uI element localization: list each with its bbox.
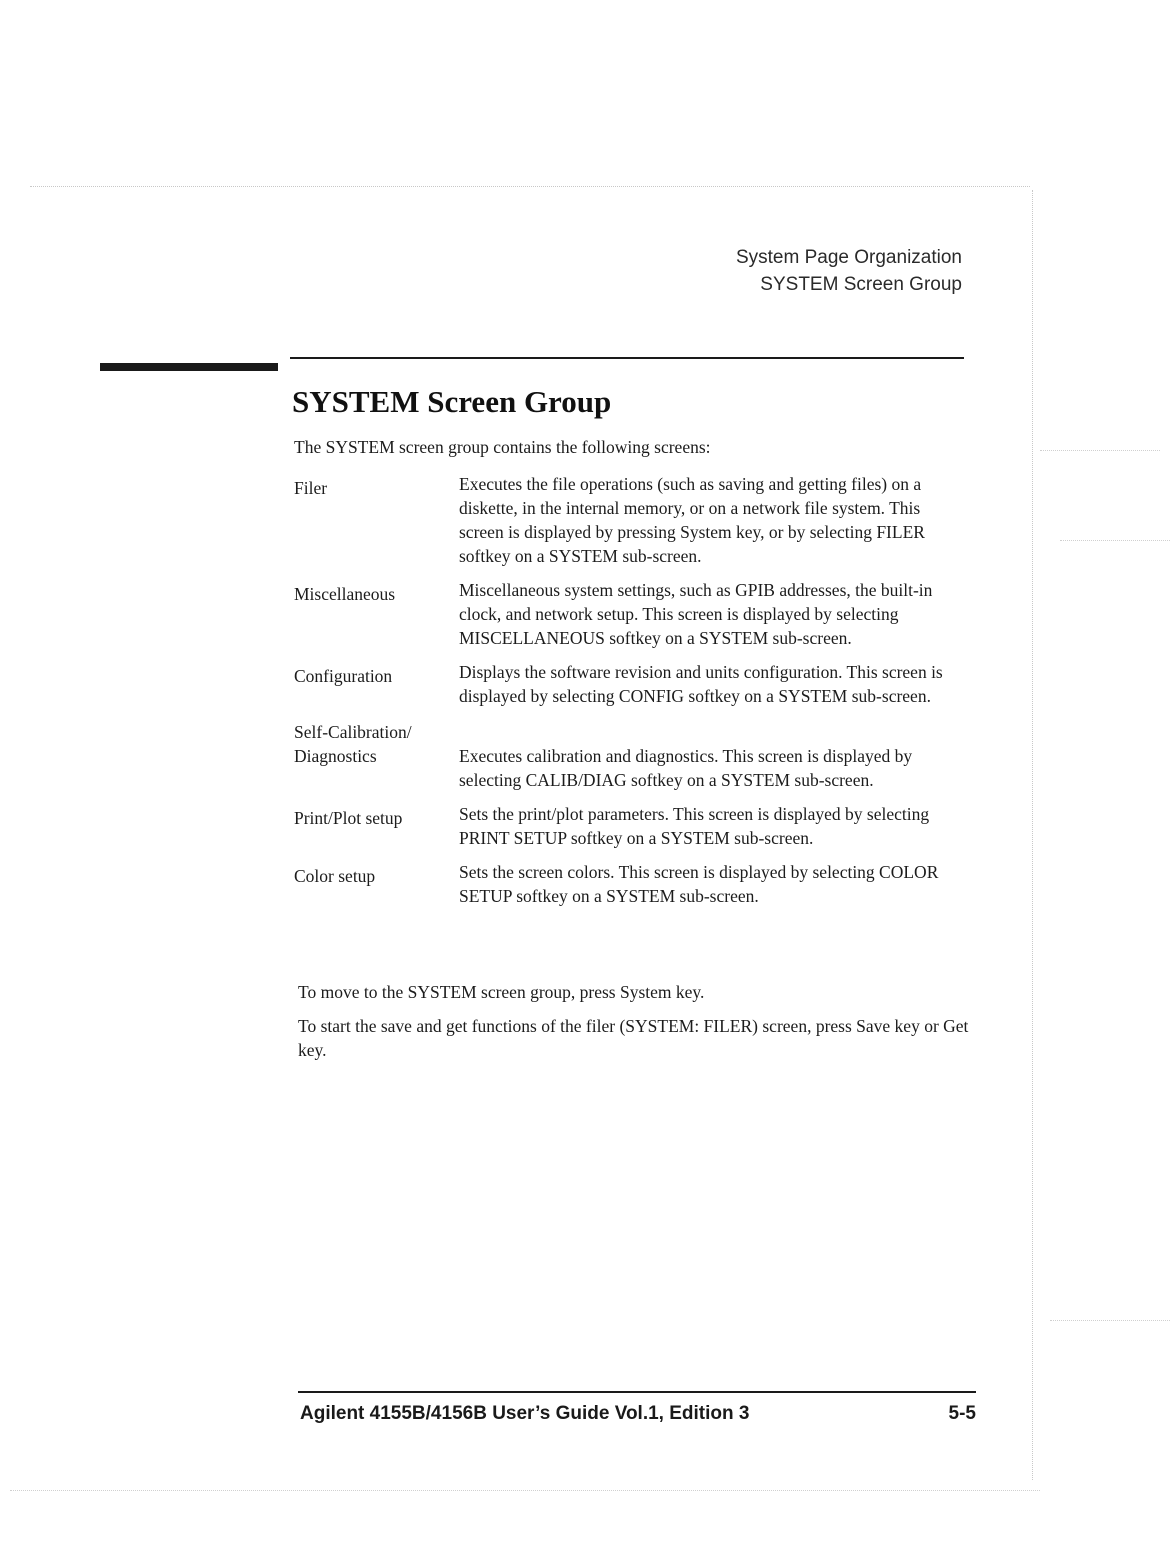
scan-edge-bottom: [10, 1490, 1040, 1491]
list-item: [294, 660, 974, 708]
list-item: [294, 578, 974, 650]
list-item: [294, 472, 974, 568]
running-header-section: SYSTEM Screen Group: [760, 274, 962, 295]
section-marker-bar: [100, 363, 278, 371]
list-item: [294, 860, 974, 908]
body-paragraph: To move to the SYSTEM screen group, press System key.: [298, 982, 705, 1002]
scan-edge-right: [1032, 190, 1033, 1480]
section-rule: [290, 357, 964, 359]
term-description: Sets the print/plot parameters. This screen is displayed by selecting PRINT SETUP softkey on a SYSTEM sub-screen.: [459, 804, 930, 848]
term-label: Self-Calibration/ Diagnostics: [294, 722, 412, 766]
term-label: Print/Plot setup: [294, 808, 403, 828]
scan-edge-mark: [1040, 450, 1160, 451]
scan-edge-mark: [1050, 1320, 1170, 1321]
term-description: Miscellaneous system settings, such as GPIB addresses, the built-in clock, and network setup. This screen is displayed by selecting MISCELLANEOUS softkey on a SYSTEM sub-screen.: [459, 580, 933, 648]
body-paragraph: To start the save and get functions of the filer (SYSTEM: FILER) screen, press Save key or Get key.: [298, 1016, 969, 1060]
term-description: Executes calibration and diagnostics. This screen is displayed by selecting CALIB/DIAG softkey on a SYSTEM sub-screen.: [459, 746, 913, 790]
term-label: Configuration: [294, 666, 393, 686]
term-label: Miscellaneous: [294, 584, 396, 604]
list-item: [294, 718, 974, 792]
term-label: Filer: [294, 478, 328, 498]
running-header-chapter: System Page Organization: [735, 247, 962, 268]
term-description: Sets the screen colors. This screen is displayed by selecting COLOR SETUP softkey on a SYSTEM sub-screen.: [459, 862, 939, 906]
footer-rule: [298, 1391, 976, 1393]
footer-title: Agilent 4155B/4156B User’s Guide Vol.1, Edition 3: [300, 1403, 750, 1424]
term-description: Executes the file operations (such as saving and getting files) on a diskette, in the internal memory, or on a network file system. This screen is displayed by pressing System key, or by selecting FILER softkey on a SYSTEM sub-screen.: [459, 474, 925, 566]
page-number: 5-5: [948, 1403, 976, 1424]
page-footer: [300, 1403, 976, 1425]
scan-edge-top: [30, 186, 1030, 187]
intro-text: The SYSTEM screen group contains the following screens:: [294, 437, 711, 457]
scan-edge-mark: [1060, 540, 1170, 541]
list-item: [294, 802, 974, 850]
term-description: Displays the software revision and units configuration. This screen is displayed by selecting CONFIG softkey on a SYSTEM sub-screen.: [459, 662, 943, 706]
running-header: [736, 244, 962, 298]
screen-list: [294, 472, 974, 918]
term-label: Color setup: [294, 866, 376, 886]
section-title: SYSTEM Screen Group: [292, 384, 612, 419]
